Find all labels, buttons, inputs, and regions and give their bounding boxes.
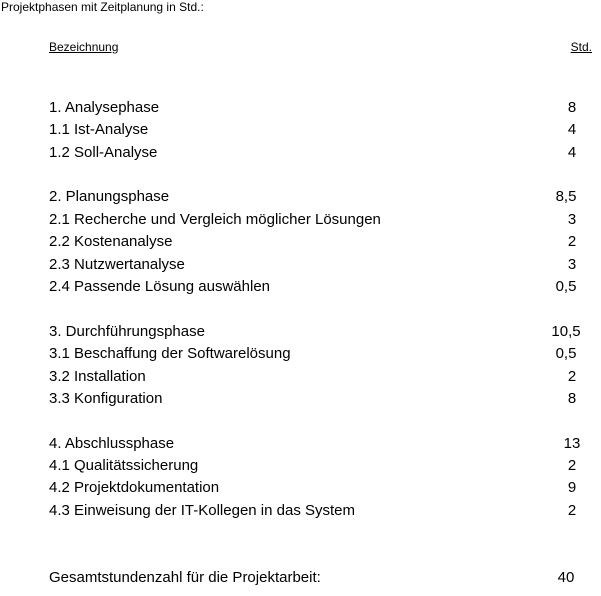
task-row: [49, 344, 580, 364]
task-row: [49, 120, 580, 140]
phase-row: [49, 187, 580, 207]
phase-row: [49, 434, 580, 454]
task-row: [49, 456, 580, 476]
task-row: [49, 389, 580, 409]
phase-label: 4. Abschlussphase: [49, 435, 175, 452]
task-row: [49, 367, 580, 387]
total-hours: 40: [557, 569, 575, 586]
task-label: 2.4 Passende Lösung auswählen: [49, 278, 271, 295]
task-label: 2.3 Nutzwertanalyse: [49, 256, 185, 273]
task-hours: 0,5: [555, 345, 577, 362]
task-hours: 3: [567, 256, 577, 273]
phase-hours: 8: [567, 99, 577, 116]
phase-row: [49, 98, 580, 118]
task-hours: 9: [567, 479, 577, 496]
task-hours: 3: [567, 211, 577, 228]
task-label: 3.2 Installation: [49, 368, 146, 385]
total-row: [49, 568, 580, 588]
column-header-hours: Std.: [570, 40, 592, 54]
task-row: [49, 232, 580, 252]
task-row: [49, 255, 580, 275]
task-hours: 2: [567, 233, 577, 250]
task-label: 2.1 Recherche und Vergleich möglicher Lösungen: [49, 211, 381, 228]
task-row: [49, 143, 580, 163]
task-hours: 0,5: [555, 278, 577, 295]
total-label: Gesamtstundenzahl für die Projektarbeit:: [49, 569, 321, 586]
phase-label: 1. Analysephase: [49, 99, 160, 116]
phase-hours: 8,5: [555, 188, 577, 205]
task-label: 4.3 Einweisung der IT-Kollegen in das System: [49, 502, 355, 519]
task-hours: 4: [567, 144, 577, 161]
phase-hours: 10,5: [551, 323, 581, 340]
task-label: 2.2 Kostenanalyse: [49, 233, 173, 250]
task-row: [49, 210, 580, 230]
task-hours: 8: [567, 390, 577, 407]
task-hours: 2: [567, 457, 577, 474]
task-label: 1.2 Soll-Analyse: [49, 144, 158, 161]
task-row: [49, 277, 580, 297]
task-label: 3.3 Konfiguration: [49, 390, 163, 407]
task-label: 4.1 Qualitätssicherung: [49, 457, 199, 474]
column-header-name: Bezeichnung: [49, 40, 119, 54]
phase-label: 3. Durchführungsphase: [49, 323, 205, 340]
task-hours: 2: [567, 368, 577, 385]
page-title: Projektphasen mit Zeitplanung in Std.:: [1, 0, 204, 14]
task-label: 1.1 Ist-Analyse: [49, 121, 149, 138]
task-label: 4.2 Projektdokumentation: [49, 479, 220, 496]
task-row: [49, 501, 580, 521]
phase-hours: 13: [563, 435, 581, 452]
task-hours: 2: [567, 502, 577, 519]
task-hours: 4: [567, 121, 577, 138]
task-row: [49, 478, 580, 498]
phase-label: 2. Planungsphase: [49, 188, 170, 205]
task-label: 3.1 Beschaffung der Softwarelösung: [49, 345, 291, 362]
phase-row: [49, 322, 580, 342]
